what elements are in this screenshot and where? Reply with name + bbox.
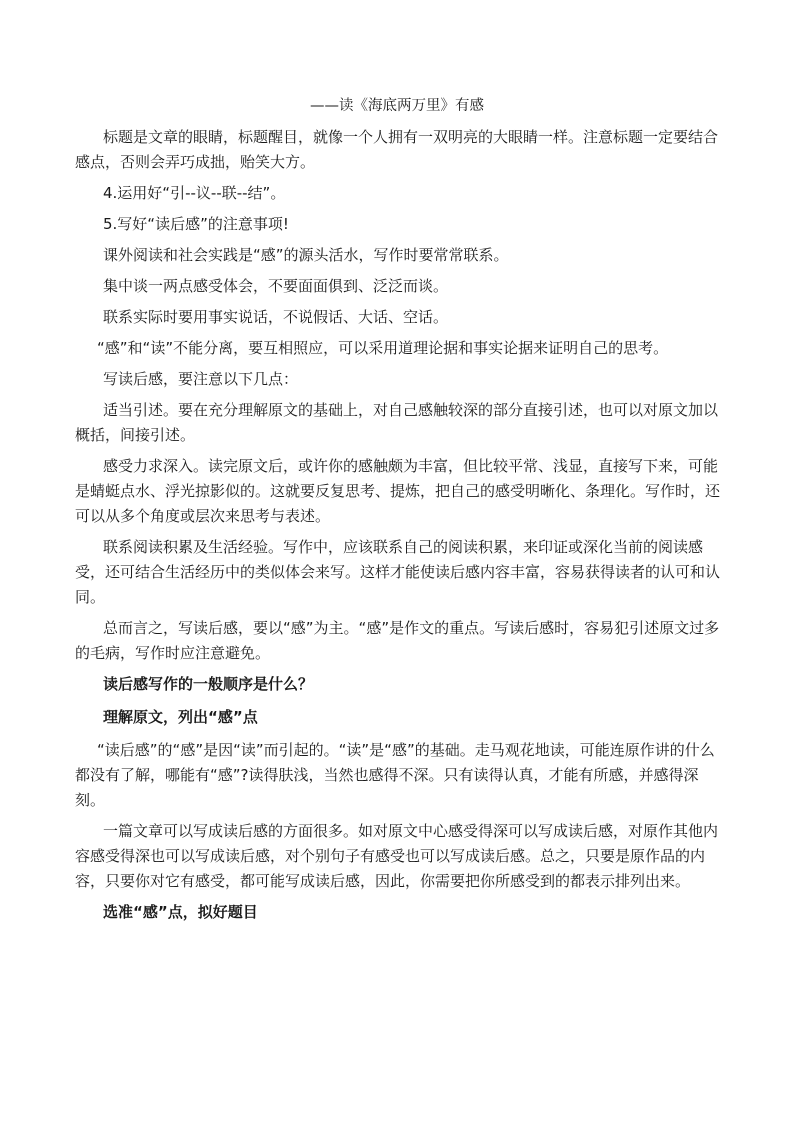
paragraph-depth: 感受力求深入。读完原文后，或许你的感触颇为丰富，但比较平常、浅显，直接写下来，可能是蜻蜓点水、浮光掠影似的。这就要反复思考、提炼，把自己的感受明晰化、条理化。写作时，还可以从多个角度或层次来思考与表述。 [75,457,721,525]
paragraph-points-intro: 写读后感，要注意以下几点： [103,370,299,388]
paragraph-many-aspects: 一篇文章可以写成读后感的方面很多。如对原文中心感受得深可以写成读后感，对原作其他内容感受得深也可以写成读后感，对个别句子有感受也可以写成读后感。总之，只要是原作品的内容，只要你对它有感受，都可能写成读后感，因此，你需要把你所感受到的都表示排列出来。 [75,822,719,890]
section-heading-understand: 理解原文，列出“感”点 [103,708,258,726]
paragraph-title-importance: 标题是文章的眼睛，标题醒目，就像一个人拥有一双明亮的大眼睛一样。注意标题一定要结合感点，否则会弄巧成拙，贻笑大方。 [75,128,719,171]
paragraph-experience: 联系阅读积累及生活经验。写作中，应该联系自己的阅读积累，来印证或深化当前的阅读感受，还可结合生活经历中的类似体会来写。这样才能使读后感内容丰富，容易获得读者的认可和认同。 [75,538,721,606]
paragraph-quote: 适当引述。要在充分理解原文的基础上，对自己感触较深的部分直接引述，也可以对原文加以概括，间接引述。 [75,401,719,444]
essay-subtitle: ——读《海底两万里》有感 [310,98,484,114]
document-body [75,125,728,933]
paragraph-facts: 联系实际时要用事实说话，不说假话、大话、空话。 [103,308,449,326]
section-heading-order: 读后感写作的一般顺序是什么？ [103,675,314,693]
list-item-5: 5.写好“读后感”的注意事项! [103,215,289,233]
paragraph-reading-practice: 课外阅读和社会实践是“感”的源头活水，写作时要常常联系。 [103,246,509,264]
paragraph-focus: 集中谈一两点感受体会，不要面面俱到、泛泛而谈。 [103,277,449,295]
paragraph-read-and-feel: “感”和“读”不能分离，要互相照应，可以采用道理论据和事实论据来证明自己的思考。 [97,339,669,357]
section-heading-choose-point: 选准“感”点，拟好题目 [103,903,258,921]
paragraph-read-basis: “读后感”的“感”是因“读”而引起的。“读”是“感”的基础。走马观花地读，可能连原作讲的什么都没有了解，哪能有“感”?读得肤浅，当然也感得不深。只有读得认真，才能有所感，并感得深刻。 [75,741,715,809]
paragraph-summary: 总而言之，写读后感，要以“感”为主。“感”是作文的重点。写读后感时，容易犯引述原文过多的毛病，写作时应注意避免。 [75,619,720,662]
list-item-4: 4.运用好“引--议--联--结”。 [103,184,286,202]
